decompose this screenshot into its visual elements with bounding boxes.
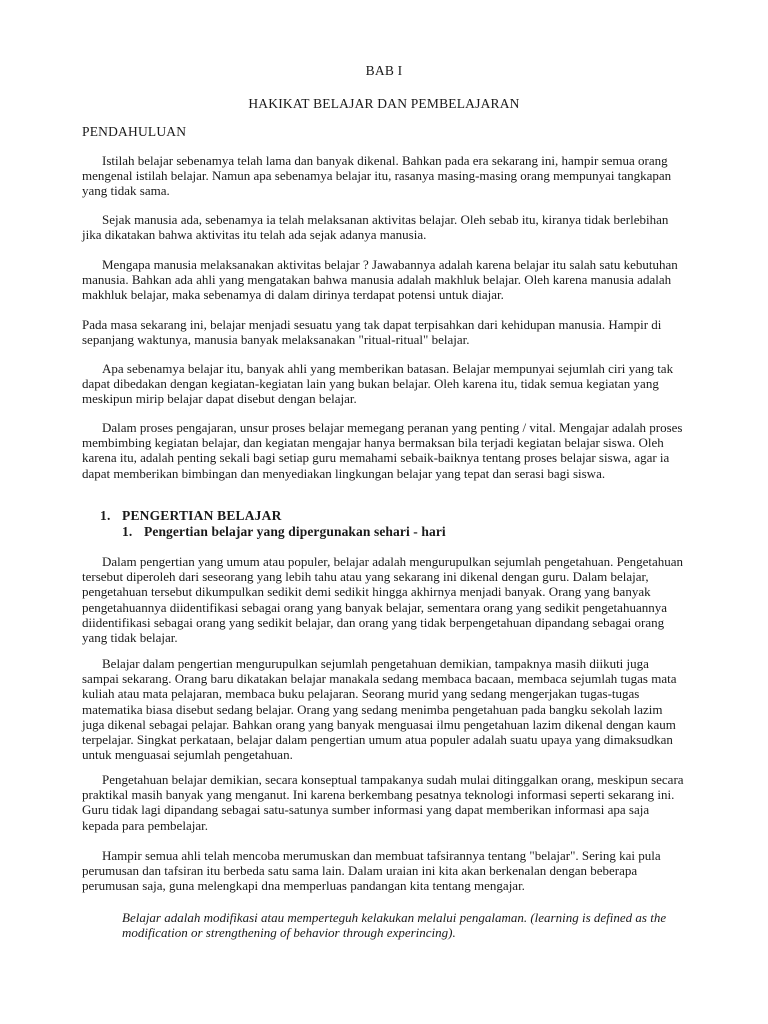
paragraph-body-2: Belajar dalam pengertian mengurupulkan sejumlah pengetahuan demikian, tampaknya masih diikuti juga sampai sekarang. Orang baru dikatakan belajar manakala sedang membaca bacaan, membaca sejumlah tugas mata kuliah atau mata pelajaran, membaca buku pelajaran. Seorang murid yang sedang mengerjakan tugas-tugas matematika biasa disebut sedang belajar. Orang yang sedang menimba pengetahuan pada bangku sekolah lazim juga dikenal sebagai pelajar. Bahkan orang yang banyak menguasai ilmu pengetahuan lazim dikenal dengan kaum terpelajar. Singkat perkataan, belajar dalam pengertian umum atua populer adalah suatu upaya yang dimaksudkan untuk menguasai sejumlah pengetahuan.: [82, 656, 677, 763]
paragraph-body-1: Dalam pengertian yang umum atau populer, belajar adalah mengurupulkan sejumlah pengetahuan. Pengetahuan tersebut diperoleh dari seseorang yang lebih tahu atau yang sekarang ini dikenal dengan guru. Dalam belajar, pengetahuan tersebut dikumpulkan sedikit demi sedikit hingga akhirnya menjadi banyak. Orang yang banyak pengetahuannya diidentifikasi sebagai orang yang banyak belajar, sementara orang yang sedikit pengetahuannya diidentifikasi sebagai orang yang sedikit belajar, dan orang yang tidak berpengetahuan dipandang sebagai orang yang tidak belajar.: [82, 554, 684, 646]
list-label: PENGERTIAN BELAJAR: [122, 508, 282, 523]
paragraph-intro-6: Dalam proses pengajaran, unsur proses belajar memegang peranan yang penting / vital. Mengajar adalah proses membimbing kegiatan belajar, dan kegiatan mengajar hanya bermaksan bila terjadi kegiatan belajar siswa. Oleh karena itu, adalah penting sekali bagi setiap guru memahami sebaik-baiknya tentang proses belajar siswa, agar ia dapat memberikan bimbingan dan menyediakan lingkungan belajar yang tepat dan serasi bagi siswa.: [82, 420, 683, 481]
paragraph-body-4: Hampir semua ahli telah mencoba merumuskan dan membuat tafsirannya tentang "belajar". Sering kai pula perumusan dan tafsiran itu berbeda satu sama lain. Dalam uraian ini kita akan berkenalan dengan beberapa perumusan saja, guna melengkapi dna memperluas pandangan kita tentang mengajar.: [82, 848, 661, 894]
chapter-title: HAKIKAT BELAJAR DAN PEMBELAJARAN: [248, 96, 520, 111]
paragraph-body-3: Pengetahuan belajar demikian, secara konseptual tampakanya sudah mulai ditinggalkan orang, meskipun secara praktikal masih banyak yang menganut. Ini karena berkembang pesatnya teknologi informasi seperti sekarang ini. Guru tidak lagi dipandang sebagai satu-satunya sumber informasi yang dapat memberikan informasi apa saja kepada para pembelajar.: [82, 772, 684, 833]
chapter-heading: BAB I: [365, 63, 403, 78]
definition-quote: Belajar adalah modifikasi atau memperteguh kelakukan melalui pengalaman. (learning is defined as the modification or strengthening of behavior through experincing).: [122, 910, 667, 941]
list-number: 1.: [122, 524, 133, 539]
paragraph-intro-2: Sejak manusia ada, sebenamya ia telah melaksanan aktivitas belajar. Oleh sebab itu, kiranya tidak berlebihan jika dikatakan bahwa aktivitas itu telah ada sejak adanya manusia.: [82, 212, 669, 243]
paragraph-intro-3: Mengapa manusia melaksanakan aktivitas belajar ? Jawabannya adalah karena belajar itu salah satu kebutuhan manusia. Bahkan ada ahli yang mengatakan bahwa manusia adalah makhluk belajar. Oleh karena manusia adalah makhluk belajar, maka sebenamya di dalam dirinya terdapat potensi untuk diajar.: [82, 257, 678, 303]
list-item-level1: [100, 508, 282, 524]
paragraph-intro-4: Pada masa sekarang ini, belajar menjadi sesuatu yang tak dapat terpisahkan dari kehidupan manusia. Hampir di sepanjang waktunya, manusia banyak melaksanakan "ritual-ritual" belajar.: [82, 317, 662, 348]
list-number: 1.: [100, 508, 111, 523]
section-heading: PENDAHULUAN: [82, 124, 187, 139]
paragraph-intro-5: Apa sebenamya belajar itu, banyak ahli yang memberikan batasan. Belajar mempunyai sejumlah ciri yang tak dapat dibedakan dengan kegiatan-kegiatan lain yang bukan belajar. Oleh karena itu, tidak semua kegiatan yang meskipun mirip belajar dapat disebut dengan belajar.: [82, 361, 674, 407]
list-label: Pengertian belajar yang dipergunakan sehari - hari: [144, 524, 446, 539]
list-item-level2: [122, 524, 446, 540]
paragraph-intro-1: Istilah belajar sebenamya telah lama dan banyak dikenal. Bahkan pada era sekarang ini, hampir semua orang mengenal istilah belajar. Namun apa sebenamya belajar itu, rasanya masing-masing orang mempunyai tangkapan yang tidak sama.: [82, 153, 672, 199]
